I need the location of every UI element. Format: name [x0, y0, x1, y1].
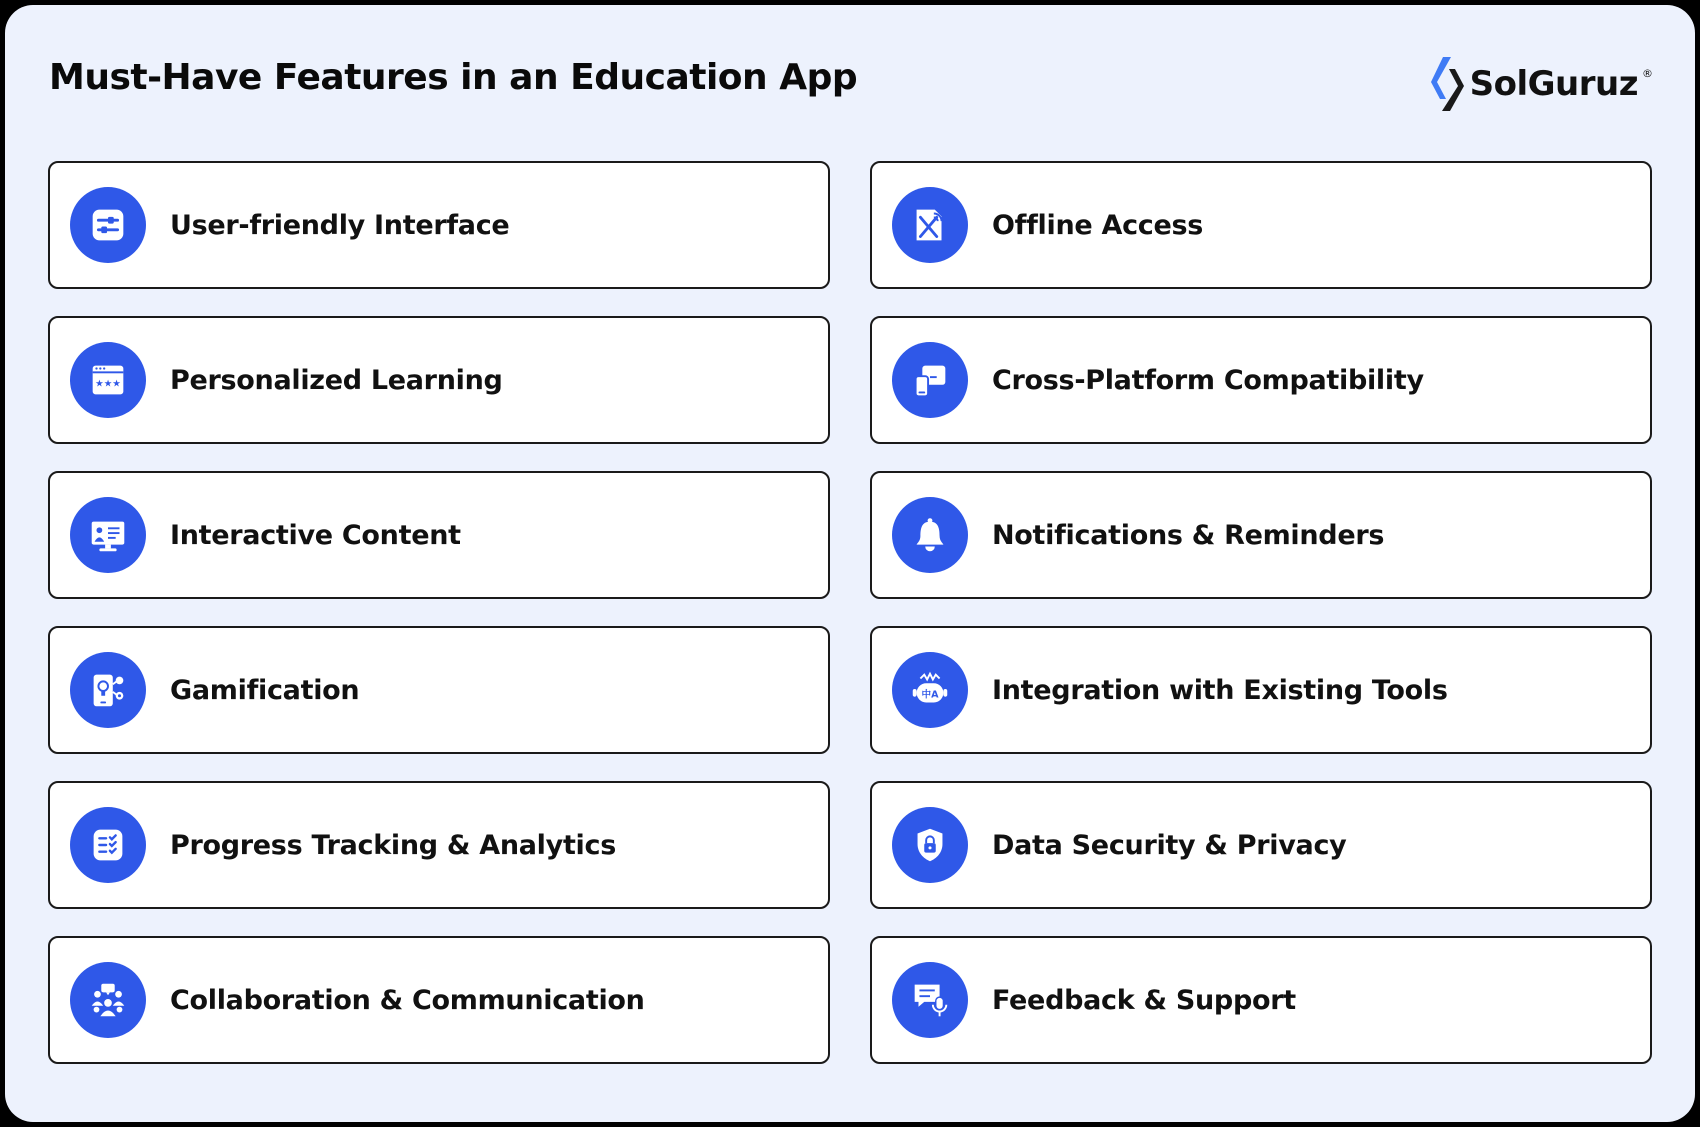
brand-name: SolGuruz	[1469, 64, 1638, 104]
feature-label: Offline Access	[992, 209, 1204, 241]
brand-mark-icon	[1426, 55, 1466, 113]
infographic-canvas	[5, 5, 1695, 1122]
feature-card-feedback-support	[870, 936, 1652, 1064]
feature-card-offline-access	[870, 161, 1652, 289]
checklist-icon	[70, 807, 146, 883]
feature-card-progress-tracking-analytics	[48, 781, 830, 909]
feature-label: User-friendly Interface	[170, 209, 510, 241]
feature-grid	[48, 161, 1656, 1064]
brand-logo	[1426, 55, 1653, 113]
devices-icon	[892, 342, 968, 418]
feature-card-user-friendly-interface	[48, 161, 830, 289]
feature-card-personalized-learning	[48, 316, 830, 444]
feature-label: Notifications & Reminders	[992, 519, 1385, 551]
feature-label: Personalized Learning	[170, 364, 503, 396]
feature-label: Collaboration & Communication	[170, 984, 645, 1016]
svg-text:中A: 中A	[921, 689, 939, 701]
team-chat-icon	[70, 962, 146, 1038]
shield-lock-icon	[892, 807, 968, 883]
feature-label: Data Security & Privacy	[992, 829, 1347, 861]
feature-card-integration-existing-tools	[870, 626, 1652, 754]
feature-label: Integration with Existing Tools	[992, 674, 1448, 706]
page-title: Must-Have Features in an Education App	[49, 57, 858, 98]
feature-card-collaboration-communication	[48, 936, 830, 1064]
feature-label: Gamification	[170, 674, 360, 706]
rated-window-icon	[70, 342, 146, 418]
feature-card-data-security-privacy	[870, 781, 1652, 909]
lightbulb-phone-icon	[70, 652, 146, 728]
feature-label: Progress Tracking & Analytics	[170, 829, 616, 861]
feedback-mic-icon	[892, 962, 968, 1038]
svg-text:★★★: ★★★	[95, 378, 121, 390]
feature-label: Feedback & Support	[992, 984, 1296, 1016]
feature-card-cross-platform-compatibility	[870, 316, 1652, 444]
registered-mark: ®	[1642, 67, 1653, 80]
feature-label: Interactive Content	[170, 519, 461, 551]
translate-robot-icon	[892, 652, 968, 728]
bell-icon	[892, 497, 968, 573]
feature-card-gamification	[48, 626, 830, 754]
sliders-icon	[70, 187, 146, 263]
feature-card-notifications-reminders	[870, 471, 1652, 599]
no-signal-icon	[892, 187, 968, 263]
feature-card-interactive-content	[48, 471, 830, 599]
feature-label: Cross-Platform Compatibility	[992, 364, 1424, 396]
presentation-screen-icon	[70, 497, 146, 573]
